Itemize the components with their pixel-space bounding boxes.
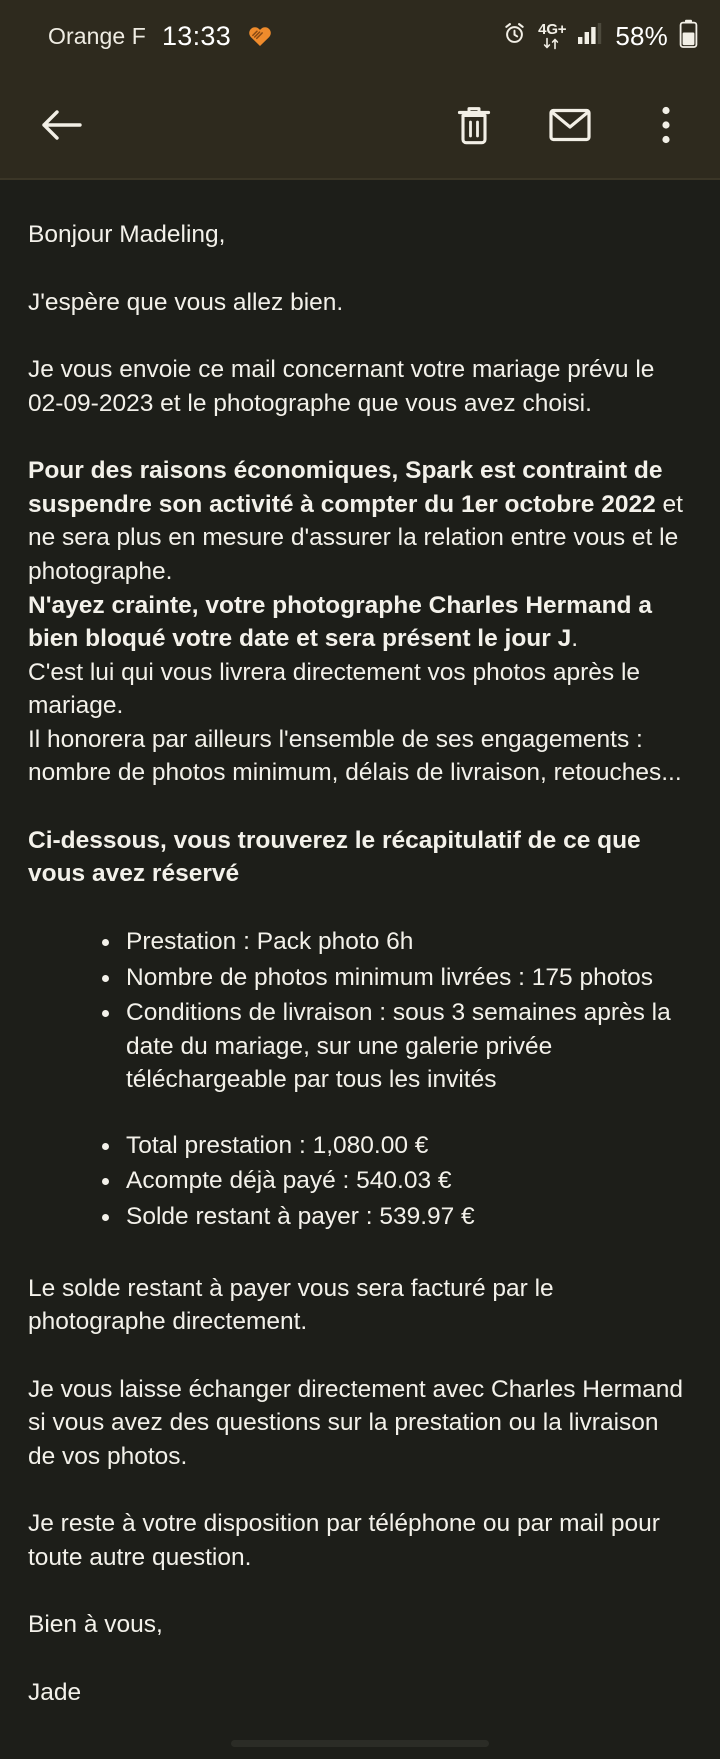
sender-name: Jade [28,1679,82,1706]
engagements-paragraph: Il honorera par ailleurs l'ensemble de ses engagements : nombre de photos minimum, délais de livraison, retouches... [28,725,682,787]
suspension-rest-text: et ne sera plus en mesure d'assurer la relation entre vous et le photographe. [28,490,690,585]
list-item: Acompte déjà payé : 540.03 € [100,1164,692,1198]
status-bar-clock: 13:33 [161,20,232,51]
list-group-gap [28,1099,692,1129]
suspension-bold-text: Pour des raisons économiques, Spark est contraint de suspendre son activité à compter du 1er octobre 2022 [28,457,670,518]
network-type-icon: 4G+ [538,22,566,50]
data-transfer-arrows-icon [542,37,562,50]
list-item: Prestation : Pack photo 6h [100,925,692,959]
availability-paragraph: Je reste à votre disposition par téléphone ou par mail pour toute autre question. [28,1510,667,1571]
heart-icon [247,23,273,49]
price-list [28,1129,692,1234]
list-item: Nombre de photos minimum livrées : 175 photos [100,961,692,995]
recap-heading [28,824,692,891]
sign-off-line: Bien à vous, [28,1611,163,1639]
home-indicator[interactable] [231,1740,489,1747]
recap-heading-text: Ci-dessous, vous trouverez le récapitulatif de ce que vous avez réservé [28,826,648,888]
email-toolbar [0,72,720,180]
status-bar [0,0,720,72]
battery-percent-label: 58% [615,20,668,51]
delivery-paragraph: C'est lui qui vous livrera directement vos photos après le mariage. [28,658,647,720]
balance-paragraph: Le solde restant à payer vous sera facturé par le photographe directement. [28,1274,561,1336]
list-item: Solde restant à payer : 539.97 € [100,1200,692,1234]
email-body[interactable] [0,180,720,1759]
reassurance-rest-text: . [571,625,579,653]
list-item: Conditions de livraison : sous 3 semaines après la date du mariage, sur une galerie privée téléchargeable par tous les invités [100,996,692,1097]
carrier-label: Orange F [48,22,146,49]
delete-button[interactable] [442,93,506,157]
signal-bars-icon [577,22,602,50]
alarm-clock-icon [502,21,527,51]
navigation-bar [0,1725,720,1759]
suspension-paragraph [28,454,692,588]
status-bar-right [502,19,698,53]
exchange-paragraph: Je vous laisse échanger directement avec Charles Hermand si vous avez des questions sur la prestation ou la livraison de vos photos. [28,1375,690,1470]
mark-unread-button[interactable] [538,93,602,157]
more-options-button[interactable] [634,93,698,157]
back-button[interactable] [30,93,94,157]
status-bar-left [48,21,273,52]
greeting-paragraph: Bonjour Madeling, [28,221,226,248]
recap-list [28,925,692,1097]
battery-icon [679,19,698,53]
hope-paragraph: J'espère que vous allez bien. [28,288,344,316]
reassurance-paragraph [28,589,692,656]
section-spacer [28,1236,692,1272]
list-item: Total prestation : 1,080.00 € [100,1129,692,1163]
reassurance-bold-text: N'ayez crainte, votre photographe Charles Hermand a bien bloqué votre date et sera présent le jour J [28,591,659,653]
context-paragraph: Je vous envoie ce mail concernant votre mariage prévu le 02-09-2023 et le photographe que vous avez choisi. [28,356,662,417]
